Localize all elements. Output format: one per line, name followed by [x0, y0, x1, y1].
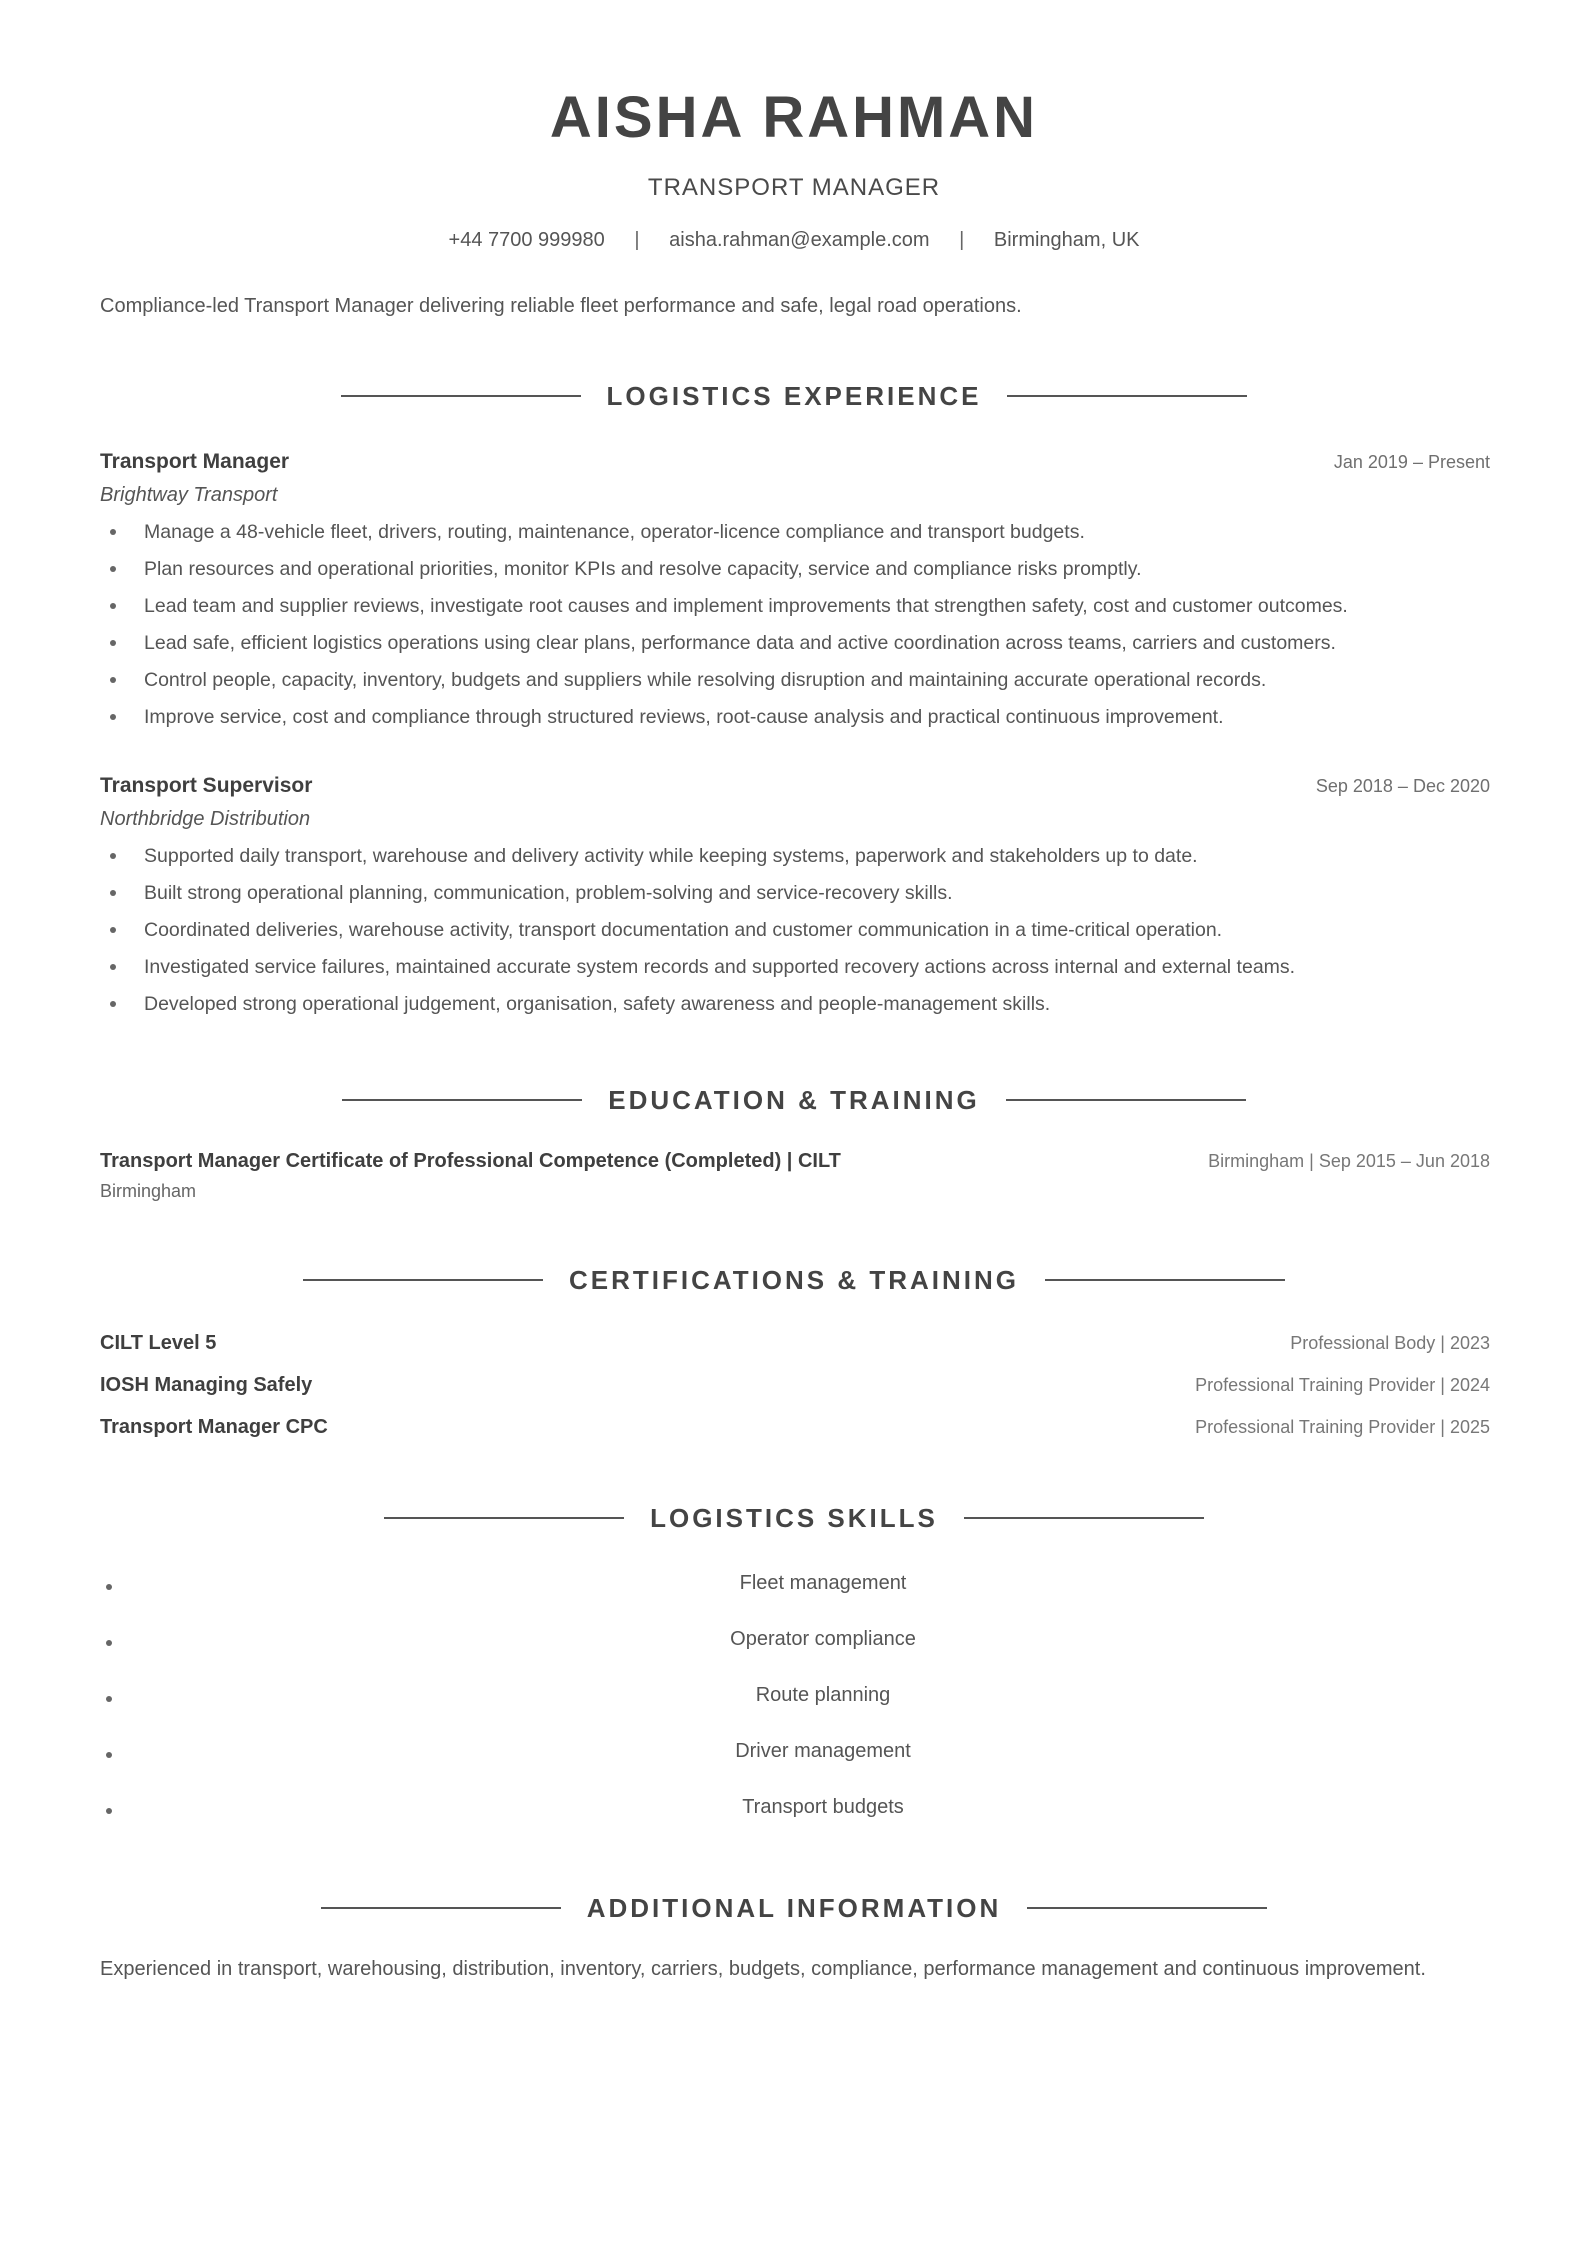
education-title: Transport Manager Certificate of Professional Competence (Completed) | CILT [100, 1150, 841, 1172]
certification-name: Transport Manager CPC [100, 1416, 328, 1438]
candidate-headline: TRANSPORT MANAGER [647, 174, 941, 201]
section-rule [1045, 1279, 1285, 1281]
contact-phone: +44 7700 999980 [448, 229, 605, 251]
job-company: Brightway Transport [100, 484, 278, 506]
skill-label: Driver management [735, 1740, 911, 1762]
job-bullets [100, 843, 1490, 1028]
job-bullet: Built strong operational planning, communication, problem-solving and service-recovery skills. [100, 880, 1490, 917]
section-rule [303, 1279, 543, 1281]
additional-information: Experienced in transport, warehousing, distribution, inventory, carriers, budgets, compliance, performance management and continuous improvement. [100, 1958, 1426, 1980]
job-title: Transport Manager [100, 450, 290, 473]
skills-list [100, 1572, 1490, 1852]
skill-label: Route planning [755, 1684, 891, 1706]
certification-row [100, 1416, 1490, 1458]
job-bullet: Plan resources and operational priorities, monitor KPIs and resolve capacity, service and compliance risks promptly. [100, 556, 1490, 593]
contact-separator: | [634, 229, 640, 251]
job-dates: Sep 2018 – Dec 2020 [1315, 776, 1490, 796]
section-header-additional [0, 1890, 1588, 1926]
section-title: LOGISTICS SKILLS [650, 1502, 938, 1533]
contact-location: Birmingham, UK [993, 229, 1140, 251]
skill-item [100, 1796, 1490, 1852]
certification-name: CILT Level 5 [100, 1332, 217, 1354]
job-bullet: Lead team and supplier reviews, investigate root causes and implement improvements that strengthen safety, cost and customer outcomes. [100, 593, 1490, 630]
bullet-dot-icon [106, 1808, 112, 1814]
section-rule [1006, 1099, 1246, 1101]
job-bullet: Coordinated deliveries, warehouse activity, transport documentation and customer communication in a time-critical operation. [100, 917, 1490, 954]
skill-label: Transport budgets [742, 1796, 904, 1818]
certification-name: IOSH Managing Safely [100, 1374, 313, 1396]
section-title: LOGISTICS EXPERIENCE [606, 380, 982, 411]
section-rule [964, 1517, 1204, 1519]
skill-item [100, 1684, 1490, 1740]
section-title: ADDITIONAL INFORMATION [586, 1892, 1002, 1923]
section-header-education [0, 1082, 1588, 1118]
certification-meta: Professional Training Provider | 2024 [1195, 1375, 1490, 1395]
job-dates: Jan 2019 – Present [1333, 452, 1490, 472]
skill-item [100, 1628, 1490, 1684]
education-entry [100, 1150, 1490, 1202]
section-rule [1007, 395, 1247, 397]
job-bullet: Improve service, cost and compliance through structured reviews, root-cause analysis and practical continuous improvement. [100, 704, 1490, 741]
section-header-skills [0, 1500, 1588, 1536]
job-bullet: Developed strong operational judgement, organisation, safety awareness and people-management skills. [100, 991, 1490, 1028]
job-bullets [100, 519, 1490, 741]
job-entry [100, 450, 1490, 741]
job-bullet: Supported daily transport, warehouse and delivery activity while keeping systems, paperwork and stakeholders up to date. [100, 843, 1490, 880]
certification-row [100, 1332, 1490, 1374]
job-entry [100, 774, 1490, 1028]
job-bullet: Investigated service failures, maintained accurate system records and supported recovery actions across internal and external teams. [100, 954, 1490, 991]
bullet-dot-icon [106, 1584, 112, 1590]
certification-row [100, 1374, 1490, 1416]
skill-item [100, 1740, 1490, 1796]
job-company: Northbridge Distribution [100, 808, 311, 830]
section-rule [341, 395, 581, 397]
certifications-list [100, 1332, 1490, 1458]
education-location: Birmingham [100, 1181, 197, 1201]
bullet-dot-icon [106, 1640, 112, 1646]
skill-item [100, 1572, 1490, 1628]
certification-meta: Professional Training Provider | 2025 [1195, 1417, 1490, 1437]
job-bullet: Manage a 48-vehicle fleet, drivers, routing, maintenance, operator-licence compliance and transport budgets. [100, 519, 1490, 556]
bullet-dot-icon [106, 1696, 112, 1702]
section-header-certifications [0, 1262, 1588, 1298]
section-rule [342, 1099, 582, 1101]
job-title: Transport Supervisor [100, 774, 313, 797]
skill-label: Fleet management [739, 1572, 907, 1594]
contact-line [0, 229, 1588, 252]
bullet-dot-icon [106, 1752, 112, 1758]
contact-email: aisha.rahman@example.com [669, 229, 930, 251]
education-meta: Birmingham | Sep 2015 – Jun 2018 [1208, 1151, 1490, 1171]
section-title: EDUCATION & TRAINING [608, 1084, 980, 1115]
job-bullet: Lead safe, efficient logistics operations using clear plans, performance data and active coordination across teams, carriers and customers. [100, 630, 1490, 667]
skill-label: Operator compliance [730, 1628, 916, 1650]
section-header-experience [0, 378, 1588, 414]
job-bullet: Control people, capacity, inventory, budgets and suppliers while resolving disruption and maintaining accurate operational records. [100, 667, 1490, 704]
certification-meta: Professional Body | 2023 [1290, 1333, 1490, 1353]
contact-separator: | [959, 229, 965, 251]
section-rule [321, 1907, 561, 1909]
candidate-name: AISHA RAHMAN [549, 85, 1039, 150]
section-rule [384, 1517, 624, 1519]
section-rule [1027, 1907, 1267, 1909]
section-title: CERTIFICATIONS & TRAINING [568, 1264, 1020, 1295]
professional-summary: Compliance-led Transport Manager delivering reliable fleet performance and safe, legal road operations. [100, 295, 1022, 317]
